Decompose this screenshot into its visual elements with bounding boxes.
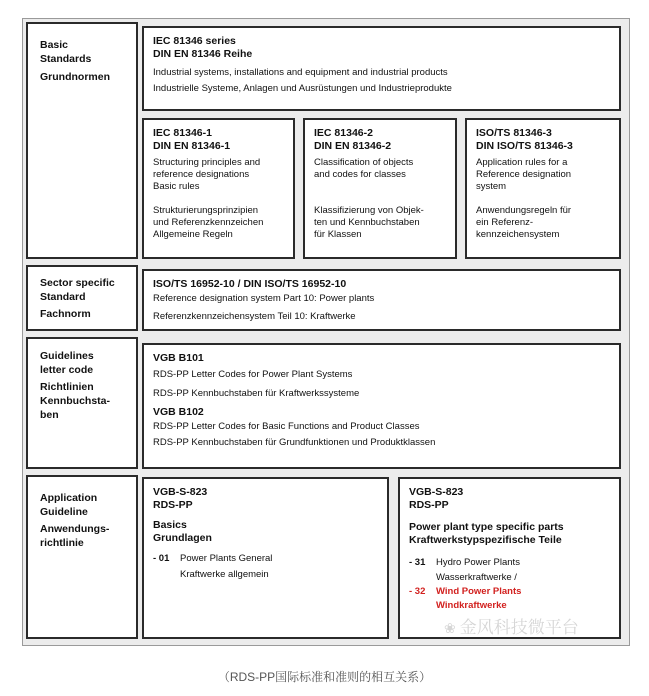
row-guidelines-label: Guidelines letter code Richtlinien Kennbuchsta- ben <box>40 350 111 421</box>
iec-81346-1-box: IEC 81346-1 DIN EN 81346-1 Structuring principles and reference designations Basic rules Strukturierungsprinzipien und Referenzkennzeichen Allgemeine Regeln <box>142 118 295 259</box>
vgb-b101-de: RDS-PP Kennbuchstaben für Kraftwerkssysteme <box>153 388 360 399</box>
basic-desc-de: Industrielle Systeme, Anlagen und Ausrüstungen und Industrieprodukte <box>153 83 452 94</box>
vgb-b102-de: RDS-PP Kennbuchstaben für Grundfunktionen und Produktklassen <box>153 437 436 448</box>
basics-item-01: - 01 Power Plants General Kraftwerke allgemein <box>153 553 273 580</box>
wechat-icon: ❀ <box>444 621 456 637</box>
wind-code: - 32 <box>409 586 426 597</box>
diagram-frame <box>22 18 630 646</box>
iec-81346-title: IEC 81346 series <box>153 35 236 47</box>
row-sector-label-box <box>26 265 138 331</box>
iec-81346-2-box: IEC 81346-2 DIN EN 81346-2 Classification of objects and codes for classes Klassifizierung von Objek- ten und Kennbuchstaben für Klassen <box>303 118 457 259</box>
watermark: ❀ 金风科技微平台 <box>444 618 579 638</box>
vgb-b102-en: RDS-PP Letter Codes for Basic Functions and Product Classes <box>153 421 420 432</box>
specific-items: - 31 Hydro Power Plants Wasserkraftwerke / - 32 Wind Power Plants Windkraftwerke <box>409 555 610 615</box>
vgb-guidelines-box <box>142 343 621 469</box>
sector-desc-de: Referenzkennzeichensystem Teil 10: Kraftwerke <box>153 311 356 322</box>
vgb-b101-en: RDS-PP Letter Codes for Power Plant Systems <box>153 369 353 380</box>
din-81346-title: DIN EN 81346 Reihe <box>153 48 253 60</box>
row-application-label: Application Guideline Anwendungs- richtlinie <box>40 492 110 549</box>
iso-ts-81346-3-box: ISO/TS 81346-3 DIN ISO/TS 81346-3 Application rules for a Reference designation system Anwendungsregeln für ein Referenz- kennzeichensystem <box>465 118 621 259</box>
iec-81346-series-box <box>142 26 621 111</box>
wind-de: Windkraftwerke <box>436 600 507 611</box>
row-basic-label: Basic Standards Grundnormen <box>40 39 110 83</box>
vgb-b101-title: VGB B101 <box>153 352 204 364</box>
sector-desc-en: Reference designation system Part 10: Power plants <box>153 293 375 304</box>
row-basic-label-box <box>26 22 138 259</box>
row-guidelines-label-box <box>26 337 138 469</box>
iso-ts-16952-10-box <box>142 269 621 331</box>
wind-en: Wind Power Plants <box>436 586 522 597</box>
row-application-label-box <box>26 475 138 639</box>
figure-caption: （RDS-PP国际标准和准则的相互关系） <box>217 670 432 684</box>
vgb-s-823-basics-box: VGB-S-823 RDS-PP Basics Grundlagen - 01 Power Plants General Kraftwerke allgemein <box>142 477 389 639</box>
sector-title: ISO/TS 16952-10 / DIN ISO/TS 16952-10 <box>153 278 347 290</box>
vgb-s-823-specific-box: VGB-S-823 RDS-PP Power plant type specific parts Kraftwerkstypspezifische Teile - 31 Hydro Power Plants Wasserkraftwerke / - 32 Wind Power Plants Windkraftwerke <box>398 477 621 639</box>
row-sector-label: Sector specific Standard Fachnorm <box>40 277 115 320</box>
vgb-b102-title: VGB B102 <box>153 406 204 418</box>
basic-desc-en: Industrial systems, installations and equipment and industrial products <box>153 67 448 78</box>
